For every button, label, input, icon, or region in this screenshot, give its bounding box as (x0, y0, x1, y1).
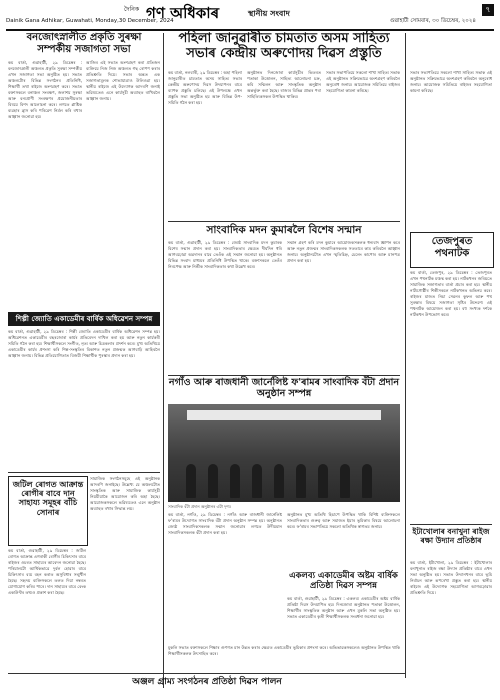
article-jaundice: কম বাৰ্তা, গুৱাহাটী, ২৯ ডিচেম্বৰ : জটিল ৰোগত আক্ৰান্ত এগৰাকী ৰোগীৰ চিকিৎসাৰ বাবে ৰাইজৰ ওচৰত সাহায্যৰ আবেদন জনোৱা হৈছে। পৰিয়ালটো আৰ্থিকভাৱে দুৰ্বল হোৱাৰ বাবে চিকিৎসাৰ ব্যয় বহন কৰাত অসুবিধাৰ সন্মুখীন হৈছে। সহৃদয় ব্যক্তিসকলে তলত দিয়া নম্বৰত যোগাযোগ কৰিব পাৰে। দান সাহায্যৰ বাবে বেংক একাউণ্টৰ তথ্যও প্ৰকাশ কৰা হৈছে। (8, 548, 86, 595)
article-forest-col1: কম বাৰ্তা, গুৱাহাটী, ২৯ ডিচেম্বৰ : বনজোৎস্নালী অঞ্চলত প্ৰকৃতি সুৰক্ষা সম্পৰ্কীয় এখন সজাগতা সভা অনুষ্ঠিত হয়। সভাত অঞ্চলটোৰ বিভিন্ন সংগঠনৰ প্ৰতিনিধি, শিক্ষাৰ্থী তথা ৰাইজে অংশগ্ৰহণ কৰে। সভাত বক্তাসকলে বনাঞ্চল সংৰক্ষণ, জলাশয় সুৰক্ষা আৰু বন্যপ্ৰাণী সংৰক্ষণৰ প্ৰয়োজনীয়তাৰ বিষয়ে বিশদ আলোচনা কৰে। লগতে প্লাষ্টিক ব্যৱহাৰ হ্ৰাস কৰি পৰিৱেশ নিৰ্মল কৰি ৰখাৰ আহ্বান জনোৱা হয়। (8, 60, 82, 119)
section-divider (168, 375, 400, 376)
headline-tejpur: তেজপুৰত পথনাটক (431, 236, 473, 259)
masthead (6, 2, 494, 28)
section-divider (8, 673, 406, 674)
newspaper-logo: গণ অধিকাৰ (146, 4, 220, 22)
headline-anjal: অঞ্জল গ্ৰাম্য সংগঠনৰ প্ৰতিষ্ঠা দিৱস পালন (132, 677, 282, 687)
article-forest-col2: আজিৰ এই সভাত অংশগ্ৰহণ কৰা প্ৰতিজন ব্যক্তিয়ে নিজ নিজ অঞ্চলত গছ ৰোপণ কৰাৰ প্ৰতিশ্ৰুতি দিয়ে। সভাৰ অন্তত এক সজাগতামূলক শোভাযাত্ৰাও উলিওৱা হয়। স্থানীয় ৰাইজে এই উদ্যোগক আদৰণি জনাই ভৱিষ্যতেও এনে কাৰ্যসূচী অব্যাহত ৰাখিবলৈ আহ্বান জনায়। (86, 60, 160, 101)
photo-person (274, 464, 284, 498)
article-jaundice-col2: সামাজিক সংগঠনসমূহে এই অনুষ্ঠানক আদৰণি জনাইছে। উল্লেখ্য যে অঞ্চলটোত সাংস্কৃতিক আৰু সামাজিক কাৰ্যসূচী নিয়মীয়াকৈ আয়োজন কৰি অহা হৈছে। আয়োজকসকলে ভৱিষ্যতেও এনে অনুষ্ঠান অব্যাহত ৰখাৰ সিদ্ধান্ত লয়। (90, 476, 160, 511)
headline-ekalavya: একলব্য একাডেমীৰ অষ্টম বাৰ্ষিক প্ৰতিষ্ঠা দিৱস সম্পন্ন (289, 571, 398, 591)
headline-jaundice: জটিল ৰোগত আক্ৰান্ত ৰোগীৰ বাবে দান সাহায্য সমূহৰ বাঁচি সোনাৰ (12, 479, 84, 517)
photo-person (230, 464, 240, 498)
headline-shilpi: শিল্পী জ্যোতি একাডেমীৰ বাৰ্ষিক অধিৱেশন সম্পন্ন (8, 312, 160, 326)
article-nalbari-col1: কম বাৰ্তা, নগাঁও, ২৯ ডিচেম্বৰ : নগাঁও আৰু ৰাজধানী জাৰ্নেলিষ্ট ফ'ৰামৰ উদ্যোগত সাংবাদিক বঁটা প্ৰদান অনুষ্ঠান সম্পন্ন হয়। অনুষ্ঠানত জ্যেষ্ঠ সাংবাদিকসকলক সন্মান জনোৱাৰ লগতে উদীয়মান সাংবাদিকসকলক বঁটা প্ৰদান কৰা হয়। (168, 512, 282, 535)
article-shilpi: কম বাৰ্তা, গুৱাহাটী, ২৯ ডিচেম্বৰ : শিল্পী জ্যোতি একাডেমীৰ বাৰ্ষিক অধিৱেশন সম্পন্ন হয়। অধিৱেশনত একাডেমীৰ বছৰজোৰা কাৰ্যৰ প্ৰতিবেদন দাখিল কৰা হয় আৰু নতুন কাৰ্যকৰী সমিতি গঠন কৰা হয়। শিক্ষাৰ্থীসকলে সংগীত, নৃত্য আৰু চিত্ৰকলাৰ প্ৰদৰ্শন কৰে। মুখ্য অতিথিয়ে একাডেমীৰ কাৰ্যৰ প্ৰশংসা কৰি শিল্প-সংস্কৃতিৰ বিকাশত নতুন প্ৰজন্মক আগবাঢ়ি আহিবলৈ আহ্বান জনায়। বিভিন্ন প্ৰতিযোগিতাত বিজয়ী শিক্ষাৰ্থীক পুৰস্কাৰ প্ৰদান কৰা হয়। (8, 329, 160, 358)
masthead-prefix: দৈনিক (124, 6, 140, 13)
section-label: স্থানীয় সংবাদ (248, 9, 290, 18)
article-tejpur: কম বাৰ্তা, তেজপুৰ, ২৯ ডিচেম্বৰ : তেজপুৰত এখন পথনাটক মঞ্চস্থ কৰা হয়। নাটকখনৰ জৰিয়তে সামাজিক সজাগতাৰ বাৰ্তা প্ৰচাৰ কৰা হয়। স্থানীয় নাট্যগোষ্ঠীৰ শিল্পীসকলে নাটকখনত অভিনয় কৰে। ৰাইজৰ মাজত নিচা সেৱনৰ কুফল আৰু পথ সুৰক্ষাৰ বিষয়ে সজাগতা সৃষ্টিৰ উদ্দেশ্যে এই পথনাটক আয়োজন কৰা হয়। বহু সংখ্যক দৰ্শকে নাটকখন উপভোগ কৰে। (410, 270, 492, 317)
photo-person (252, 464, 262, 498)
photo-person (208, 464, 218, 498)
article-journalist-col1: কম বাৰ্তা, গুৱাহাটী, ২৯ ডিচেম্বৰ : জ্যেষ্ঠ সাংবাদিক মদন কুমাৰক বিশেষ সন্মান প্ৰদান কৰা হয়। সাংবাদিকতাৰ ক্ষেত্ৰত দীৰ্ঘদিন ধৰি আগবঢ়োৱা অৱদানৰ বাবে তেওঁক এই সন্মান জনোৱা হয়। অনুষ্ঠানত বিভিন্ন সংবাদ মাধ্যমৰ প্ৰতিনিধি উপস্থিত থাকে। বক্তাসকলে তেওঁৰ নিৰপেক্ষ আৰু নিৰ্ভীক সাংবাদিকতাৰ কথা উল্লেখ কৰে। (168, 240, 282, 269)
photo-person (340, 464, 350, 498)
section-divider (168, 221, 400, 222)
section-divider (410, 524, 492, 525)
headline-box (410, 232, 494, 268)
edition-date: গুৱাহাটী সোমবাৰ, ৩০ ডিচেম্বৰ, ২০২৪ (389, 18, 476, 24)
headline-main: পহিলা জানুৱাৰীত চামতাত অসম সাহিত্য সভাৰ কেন্দ্ৰীয় অৰুণোদয় দিৱস প্ৰস্তুতি (178, 31, 390, 61)
article-main-col2: অনুষ্ঠানত দিনজোৰা কাৰ্যসূচীৰ ভিতৰত পতাকা উত্তোলন, সাহিত্য আলোচনা চক্ৰ, কবি সন্মিলন আৰু সাংস্কৃতিক অনুষ্ঠান অন্তৰ্ভুক্ত কৰা হৈছে। ৰাজ্যৰ বিভিন্ন প্ৰান্তৰ পৰা সাহিত্যিকসকল উপস্থিত থাকিব। (247, 70, 321, 99)
headline-journalist: সাংবাদিক মদন কুমাৰলৈ বিশেষ সন্মান (206, 224, 362, 236)
article-right-top: সভাৰ সভাপতিয়ে সকলো শাখা সাহিত্য সভাক এই অনুষ্ঠানত সক্ৰিয়ভাৱে অংশগ্ৰহণ কৰিবলৈ অনুৰোধ জনায়। আয়োজক সমিতিয়ে ৰাইজৰ সহযোগিতা কামনা কৰিছে। (410, 70, 492, 93)
article-nalbari-col2: অনুষ্ঠানত মুখ্য অতিথি হিচাপে উপস্থিত থাকি বিশিষ্ট ব্যক্তিসকলে সাংবাদিকতাৰ গুৰুত্ব আৰু সমাজত ইয়াৰ ভূমিকাৰ বিষয়ে আলোচনা কৰে। ফ'ৰামৰ সভাপতিয়ে সকলো অতিথিক স্বাগতম জনায়। (287, 512, 400, 529)
headline-nalbari: নগাঁও আৰু ৰাজধানী জাৰ্নেলিষ্ট ফ'ৰামৰ সাংবাদিক বঁটা প্ৰদান অনুষ্ঠান সম্পন্ন (168, 377, 400, 399)
headline-forest: বনজোৎস্নালীত প্ৰকৃতি সুৰক্ষা সম্পৰ্কীয় সজাগতা সভা (26, 32, 142, 55)
column-divider (163, 33, 164, 688)
photo-banner (187, 410, 382, 420)
article-main-col1: কম বাৰ্তা, নলবাৰী, ২৯ ডিচেম্বৰ : অহা পহিলা জানুৱাৰীত চামতাত অসম সাহিত্য সভাৰ কেন্দ্ৰীয় অৰুণোদয় দিৱস উদযাপনৰ বাবে ব্যাপক প্ৰস্তুতি চলিছে। এই উপলক্ষে এখন প্ৰস্তুতি সভা অনুষ্ঠিত হয় আৰু বিভিন্ন উপ-সমিতি গঠন কৰা হয়। (168, 70, 242, 105)
article-ekalavya: কম বাৰ্তা, গুৱাহাটী, ২৯ ডিচেম্বৰ : একলব্য একাডেমীৰ অষ্টম বাৰ্ষিক প্ৰতিষ্ঠা দিৱস উদযাপিত হয়। দিনজোৰা অনুষ্ঠানত পতাকা উত্তোলন, শিক্ষাৰ্থীৰ সাংস্কৃতিক অনুষ্ঠান আৰু এখন মুকলি সভা অনুষ্ঠিত হয়। সভাত একাডেমীৰ কৃতী শিক্ষাৰ্থীসকলক সংবৰ্ধনা জনোৱা হয়। (287, 596, 400, 619)
photo-person (186, 464, 196, 498)
edition-line: Dainik Gana Adhikar, Guwahati, Monday,30 December, 2024 (6, 18, 174, 24)
article-ekalavya-cont: মুকলি সভাত বক্তাসকলে শিক্ষাৰ গুণগত মান উন্নত কৰাৰ ক্ষেত্ৰত একাডেমীৰ ভূমিকাৰ প্ৰশংসা কৰে। অভিভাৱকসকলেও অনুষ্ঠানত উপস্থিত থাকি শিক্ষাৰ্থীসকলক উৎসাহিত কৰে। (168, 645, 400, 656)
photo-person (318, 464, 328, 498)
headline-box (8, 476, 88, 546)
page-number: ৭ (482, 4, 494, 16)
column-divider (405, 33, 406, 678)
photo-person (296, 464, 306, 498)
photo-person (362, 464, 372, 498)
headline-itkhola: ইটাখোলাৰ বনাখুনা ৰাইজ ৰক্ষা উদ্যান প্ৰতিষ্ঠাৰ (412, 527, 490, 545)
event-photo (168, 404, 400, 502)
article-journalist-col2: সন্মান গ্ৰহণ কৰি মদন কুমাৰে আয়োজকসকলক ধন্যবাদ জ্ঞাপন কৰে আৰু নতুন প্ৰজন্মৰ সাংবাদিকসকলক সততাৰে কাম কৰিবলৈ আহ্বান জনায়। অনুষ্ঠানটোত এখন স্মৃতিচিহ্ন, চেলেং কাপোৰ আৰু মানপত্ৰ প্ৰদান কৰা হয়। (287, 240, 400, 263)
photo-caption: সাংবাদিক বঁটা প্ৰদান অনুষ্ঠানৰ এটা দৃশ্য। (168, 504, 232, 509)
article-main-col3: সভাৰ সভাপতিয়ে সকলো শাখা সাহিত্য সভাক এই অনুষ্ঠানত সক্ৰিয়ভাৱে অংশগ্ৰহণ কৰিবলৈ অনুৰোধ জনায়। আয়োজক সমিতিয়ে ৰাইজৰ সহযোগিতা কামনা কৰিছে। (326, 70, 400, 93)
article-itkhola: কম বাৰ্তা, ইটাখোলা, ২৯ ডিচেম্বৰ : ইটাখোলাৰ বনাখুনাত ৰাইজ ৰক্ষা উদ্যান প্ৰতিষ্ঠাৰ বাবে এখন সভা অনুষ্ঠিত হয়। সভাত উদ্যানখনৰ বাবে ভূমি নিৰ্বাচন আৰু ৰূপৰেখা প্ৰস্তুত কৰা হয়। স্থানীয় ৰাইজে এই উদ্যোগক সহযোগিতা আগবঢ়োৱাৰ প্ৰতিশ্ৰুতি দিয়ে। (410, 560, 492, 595)
section-divider (8, 472, 160, 473)
